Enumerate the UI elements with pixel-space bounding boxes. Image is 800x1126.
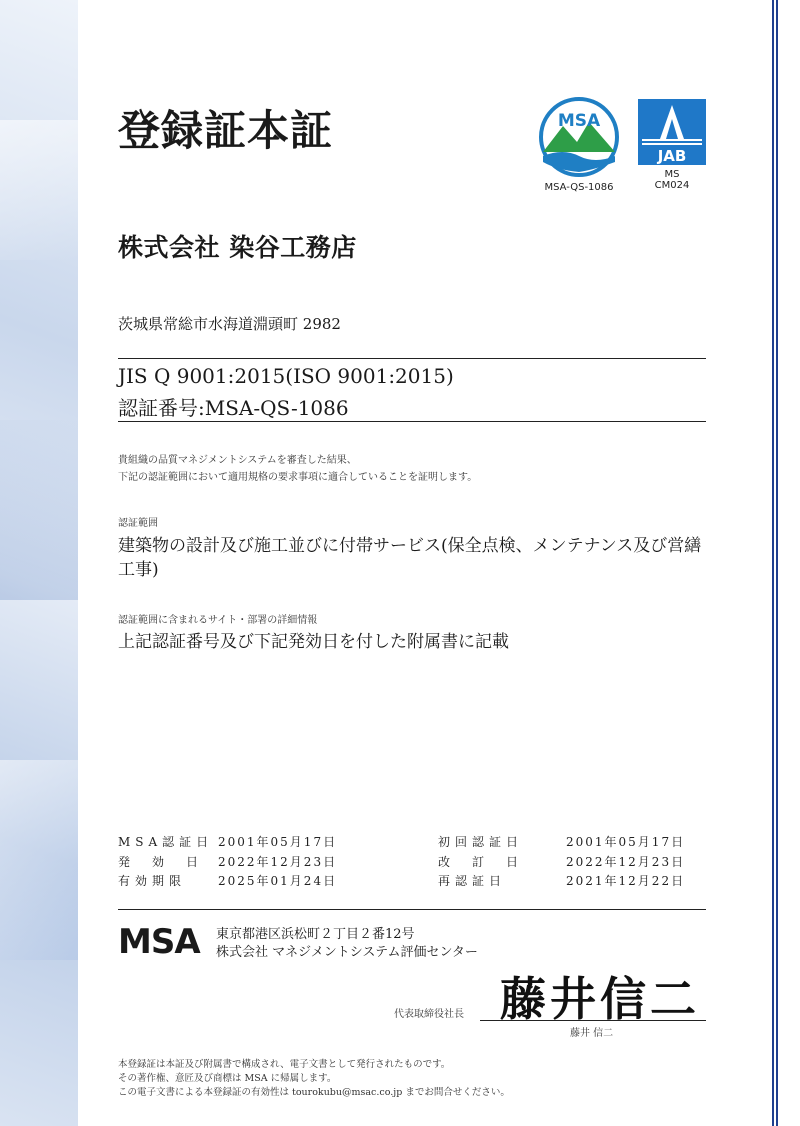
scope-heading: 認証範囲: [118, 518, 158, 529]
document-title: 登録証本証: [118, 106, 334, 155]
date-value: 2001年05月17日: [566, 835, 686, 849]
date-row: [118, 833, 368, 853]
decorative-border-lines: [772, 0, 778, 1126]
date-label: 改 訂 日: [438, 854, 524, 869]
msa-mark-caption: MSA-QS-1086: [544, 182, 614, 193]
msa-mark-icon: [533, 96, 625, 178]
signature: 藤井信二: [500, 972, 700, 1026]
msa-mark-text: MSA: [557, 111, 601, 131]
date-row: [438, 833, 716, 853]
date-value: 2001年05月17日: [218, 835, 338, 849]
date-value: 2025年01月24日: [218, 874, 338, 888]
date-row: [438, 853, 716, 873]
top-divider: [118, 358, 706, 359]
date-row: [438, 872, 716, 892]
representative-title: 代表取締役社長: [394, 1009, 464, 1020]
standard-divider: [118, 421, 706, 422]
dates-left: [118, 833, 368, 892]
sites-text: 上記認証番号及び下記発効日を付した附属書に記載: [118, 632, 509, 652]
date-value: 2021年12月22日: [566, 874, 686, 888]
date-row: [118, 853, 368, 873]
company-address: 茨城県常総市水海道淵頭町 2982: [118, 315, 341, 333]
signature-line: [480, 1020, 706, 1021]
footer-line-1: 本登録証は本証及び附属書で構成され、電子文書として発行されたものです。: [118, 1059, 451, 1070]
date-value: 2022年12月23日: [218, 854, 338, 869]
sites-heading: 認証範囲に含まれるサイト・部署の詳細情報: [118, 615, 318, 626]
jab-mark-text: JAB: [657, 147, 687, 165]
date-label: 有効期限: [118, 874, 187, 888]
date-label: 発 効 日: [118, 854, 204, 869]
footer-line-2: その著作権、意匠及び商標は MSA に帰属します。: [118, 1073, 337, 1084]
issuer-name: 株式会社 マネジメントシステム評価センター: [216, 945, 478, 960]
certificate-number: 認証番号:MSA-QS-1086: [118, 396, 349, 420]
issuer-logo: MSA: [118, 922, 200, 962]
company-name: 株式会社 染谷工務店: [118, 233, 357, 262]
jab-caption-line1: MS: [664, 169, 680, 180]
jab-caption-line2: CM024: [654, 180, 690, 191]
certified-standard: JIS Q 9001:2015(ISO 9001:2015): [118, 364, 454, 388]
footer-line-3: この電子文書による本登録証の有効性は tourokubu@msac.co.jp までお問合せください。: [118, 1087, 510, 1098]
representative-name: 藤井 信二: [570, 1028, 614, 1039]
dates-right: [438, 833, 716, 892]
date-label: MSA認証日: [118, 835, 214, 849]
date-value: 2022年12月23日: [566, 854, 686, 869]
decorative-side-band: [0, 0, 78, 1126]
issuer-address: 東京都港区浜松町２丁目２番12号: [216, 927, 415, 942]
statement-line-1: 貴組織の品質マネジメントシステムを審査した結果、: [118, 455, 357, 466]
jab-mark-icon: [638, 99, 706, 165]
date-label: 再認証日: [438, 874, 507, 888]
issuer-divider: [118, 909, 706, 910]
date-row: [118, 872, 368, 892]
jab-accreditation-mark: [638, 99, 706, 191]
scope-text: 建築物の設計及び施工並びに付帯サービス(保全点検、メンテナンス及び営繕工事): [118, 536, 702, 580]
date-label: 初回認証日: [438, 835, 524, 849]
statement-line-2: 下記の認証範囲において適用規格の要求事項に適合していることを証明します。: [118, 472, 478, 483]
msa-certification-mark: [533, 96, 625, 193]
